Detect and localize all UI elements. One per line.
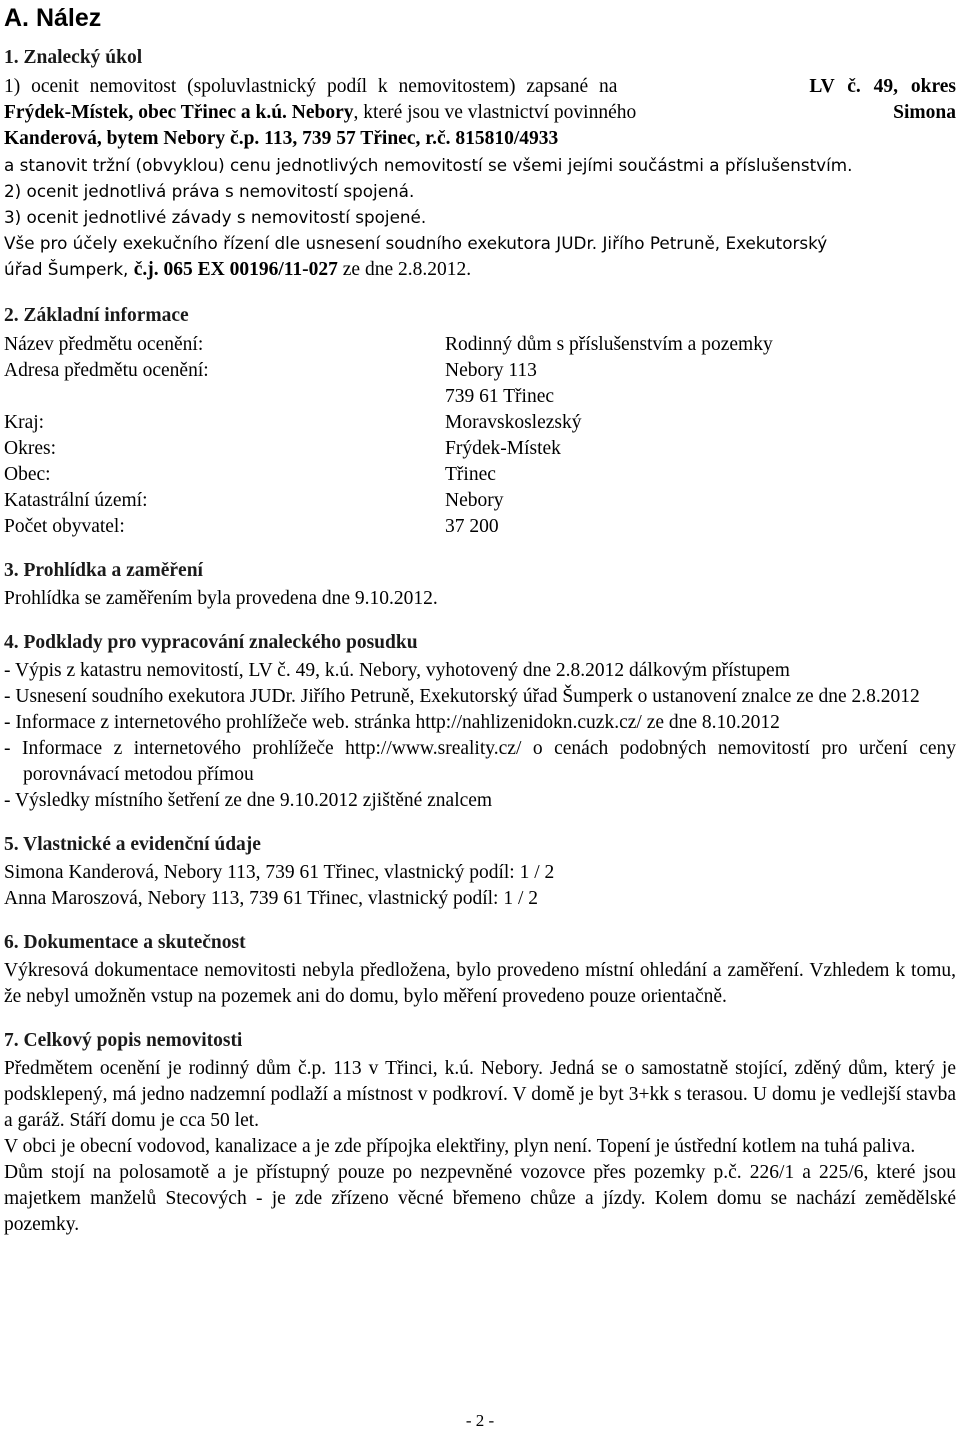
info-label: Katastrální území:: [4, 490, 148, 511]
list-item: - Výsledky místního šetření ze dne 9.10.2012 zjištěné znalcem: [4, 790, 493, 811]
info-label: Počet obyvatel:: [4, 516, 125, 537]
description-paragraph: Předmětem ocenění je rodinný dům č.p. 113 v Třinci, k.ú. Nebory. Jedná se o samostatně stojící, zděný dům, který je podsklepený, má jedno nadzemní podlaží a místnost v podkroví. V domě je byt 3+kk s terasou. U domu je vedlejší stavba a garáž. Stáří domu je cca 50 let.: [4, 1058, 956, 1131]
task-3: 3) ocenit jednotlivé závady s nemovitostí spojené.: [4, 207, 427, 227]
info-row: [4, 384, 956, 410]
info-value: 37 200: [445, 516, 499, 537]
info-row: [4, 332, 956, 358]
sources-list: [4, 658, 956, 814]
task-1-cadastre: Frýdek-Místek, obec Třinec a k.ú. Nebory: [4, 102, 354, 123]
info-table: [4, 332, 956, 540]
info-value: Třinec: [445, 464, 496, 485]
section-3-heading: 3. Prohlídka a zaměření: [4, 560, 203, 581]
info-value: 739 61 Třinec: [445, 386, 555, 407]
documentation-text: Výkresová dokumentace nemovitosti nebyla předložena, bylo provedeno místní ohledání a zaměření. Vzhledem k tomu, že nebyl umožněn vstup na pozemek ani do domu, bylo měření provedeno pouze orientačně.: [4, 960, 956, 1007]
info-row: [4, 514, 956, 540]
owner-line: Anna Maroszová, Nebory 113, 739 61 Třinec, vlastnický podíl: 1 / 2: [4, 888, 538, 909]
task-1-lv: LV č. 49, okres: [809, 76, 956, 97]
page-title: A. Nález: [4, 4, 102, 32]
info-value: Rodinný dům s příslušenstvím a pozemky: [445, 334, 773, 355]
info-row: [4, 358, 956, 384]
info-row: [4, 488, 956, 514]
info-value: Nebory: [445, 490, 504, 511]
info-value: Frýdek-Místek: [445, 438, 561, 459]
section-2-heading: 2. Základní informace: [4, 305, 189, 326]
section-5-heading: 5. Vlastnické a evidenční údaje: [4, 834, 261, 855]
owner-line: Simona Kanderová, Nebory 113, 739 61 Třinec, vlastnický podíl: 1 / 2: [4, 862, 555, 883]
document-page: [4, 0, 956, 1238]
task-1-owner-intro: , které jsou ve vlastnictví povinného: [353, 102, 637, 123]
description-paragraph: Dům stojí na polosamotě a je přístupný pouze po nezpevněné vozovce přes pozemky p.č. 226/1 a 225/6, které jsou majetkem manželů Stecových - je zde zřízeno věcné břemeno chůze a jízdy. Kolem domu se nachází zemědělské pozemky.: [4, 1162, 956, 1235]
page-number: - 2 -: [465, 1411, 495, 1430]
info-value: Moravskoslezský: [445, 412, 582, 433]
info-label: Adresa předmětu ocenění:: [4, 360, 209, 381]
list-item: - Informace z internetového prohlížeče http://www.sreality.cz/ o cenách podobných nemovitostí pro určení ceny porovnávací metodou přímou: [4, 738, 956, 785]
description-paragraph: V obci je obecní vodovod, kanalizace a je zde přípojka elektřiny, plyn není. Topení je ústřední kotlem na tuhá paliva.: [4, 1136, 916, 1157]
info-row: [4, 410, 956, 436]
section-2: [4, 303, 956, 540]
section-6: [4, 930, 956, 1010]
inspection-text: Prohlídka se zaměřením byla provedena dne 9.10.2012.: [4, 588, 438, 609]
section-1: [4, 45, 956, 283]
info-row: [4, 436, 956, 462]
info-label: Obec:: [4, 464, 51, 485]
section-4: [4, 630, 956, 814]
section-7: [4, 1028, 956, 1238]
section-3: [4, 558, 956, 612]
info-value: Nebory 113: [445, 360, 537, 381]
case-number: č.j. 065 EX 00196/11-027: [133, 259, 338, 280]
info-label: [4, 384, 445, 410]
section-4-heading: 4. Podklady pro vypracování znaleckého posudku: [4, 632, 418, 653]
task-2: 2) ocenit jednotlivá práva s nemovitostí spojená.: [4, 181, 415, 201]
list-item: - Výpis z katastru nemovitostí, LV č. 49, k.ú. Nebory, vyhotovený dne 2.8.2012 dálkovým přístupem: [4, 660, 790, 681]
task-1-text-a: 1) ocenit nemovitost (spoluvlastnický podíl k nemovitostem) zapsané na: [4, 76, 618, 97]
info-label: Okres:: [4, 438, 56, 459]
task-purpose-line-2: úřad Šumperk, č.j. 065 EX 00196/11-027 ze dne 2.8.2012.: [4, 259, 472, 280]
task-1-valuation: a stanovit tržní (obvyklou) cenu jednotlivých nemovitostí se všemi jejími součástmi a příslušenstvím.: [4, 155, 853, 175]
task-1-owner-first: Simona: [893, 102, 956, 123]
task-purpose-line-1: Vše pro účely exekučního řízení dle usnesení soudního exekutora JUDr. Jiřího Petruně, Exekutorský: [4, 233, 828, 253]
info-label: Název předmětu ocenění:: [4, 334, 204, 355]
task-1-paragraph: [4, 74, 956, 178]
section-7-heading: 7. Celkový popis nemovitosti: [4, 1030, 243, 1051]
section-6-heading: 6. Dokumentace a skutečnost: [4, 932, 246, 953]
section-1-heading: 1. Znalecký úkol: [4, 47, 143, 68]
section-5: [4, 832, 956, 912]
task-1-owner-details: Kanderová, bytem Nebory č.p. 113, 739 57 Třinec, r.č. 815810/4933: [4, 128, 559, 149]
list-item: - Informace z internetového prohlížeče web. stránka http://nahlizenidokn.cuzk.cz/ ze dne 8.10.2012: [4, 712, 780, 733]
list-item: - Usnesení soudního exekutora JUDr. Jiřího Petruně, Exekutorský úřad Šumperk o ustanovení znalce ze dne 2.8.2012: [4, 686, 920, 707]
info-row: [4, 462, 956, 488]
info-label: Kraj:: [4, 412, 45, 433]
